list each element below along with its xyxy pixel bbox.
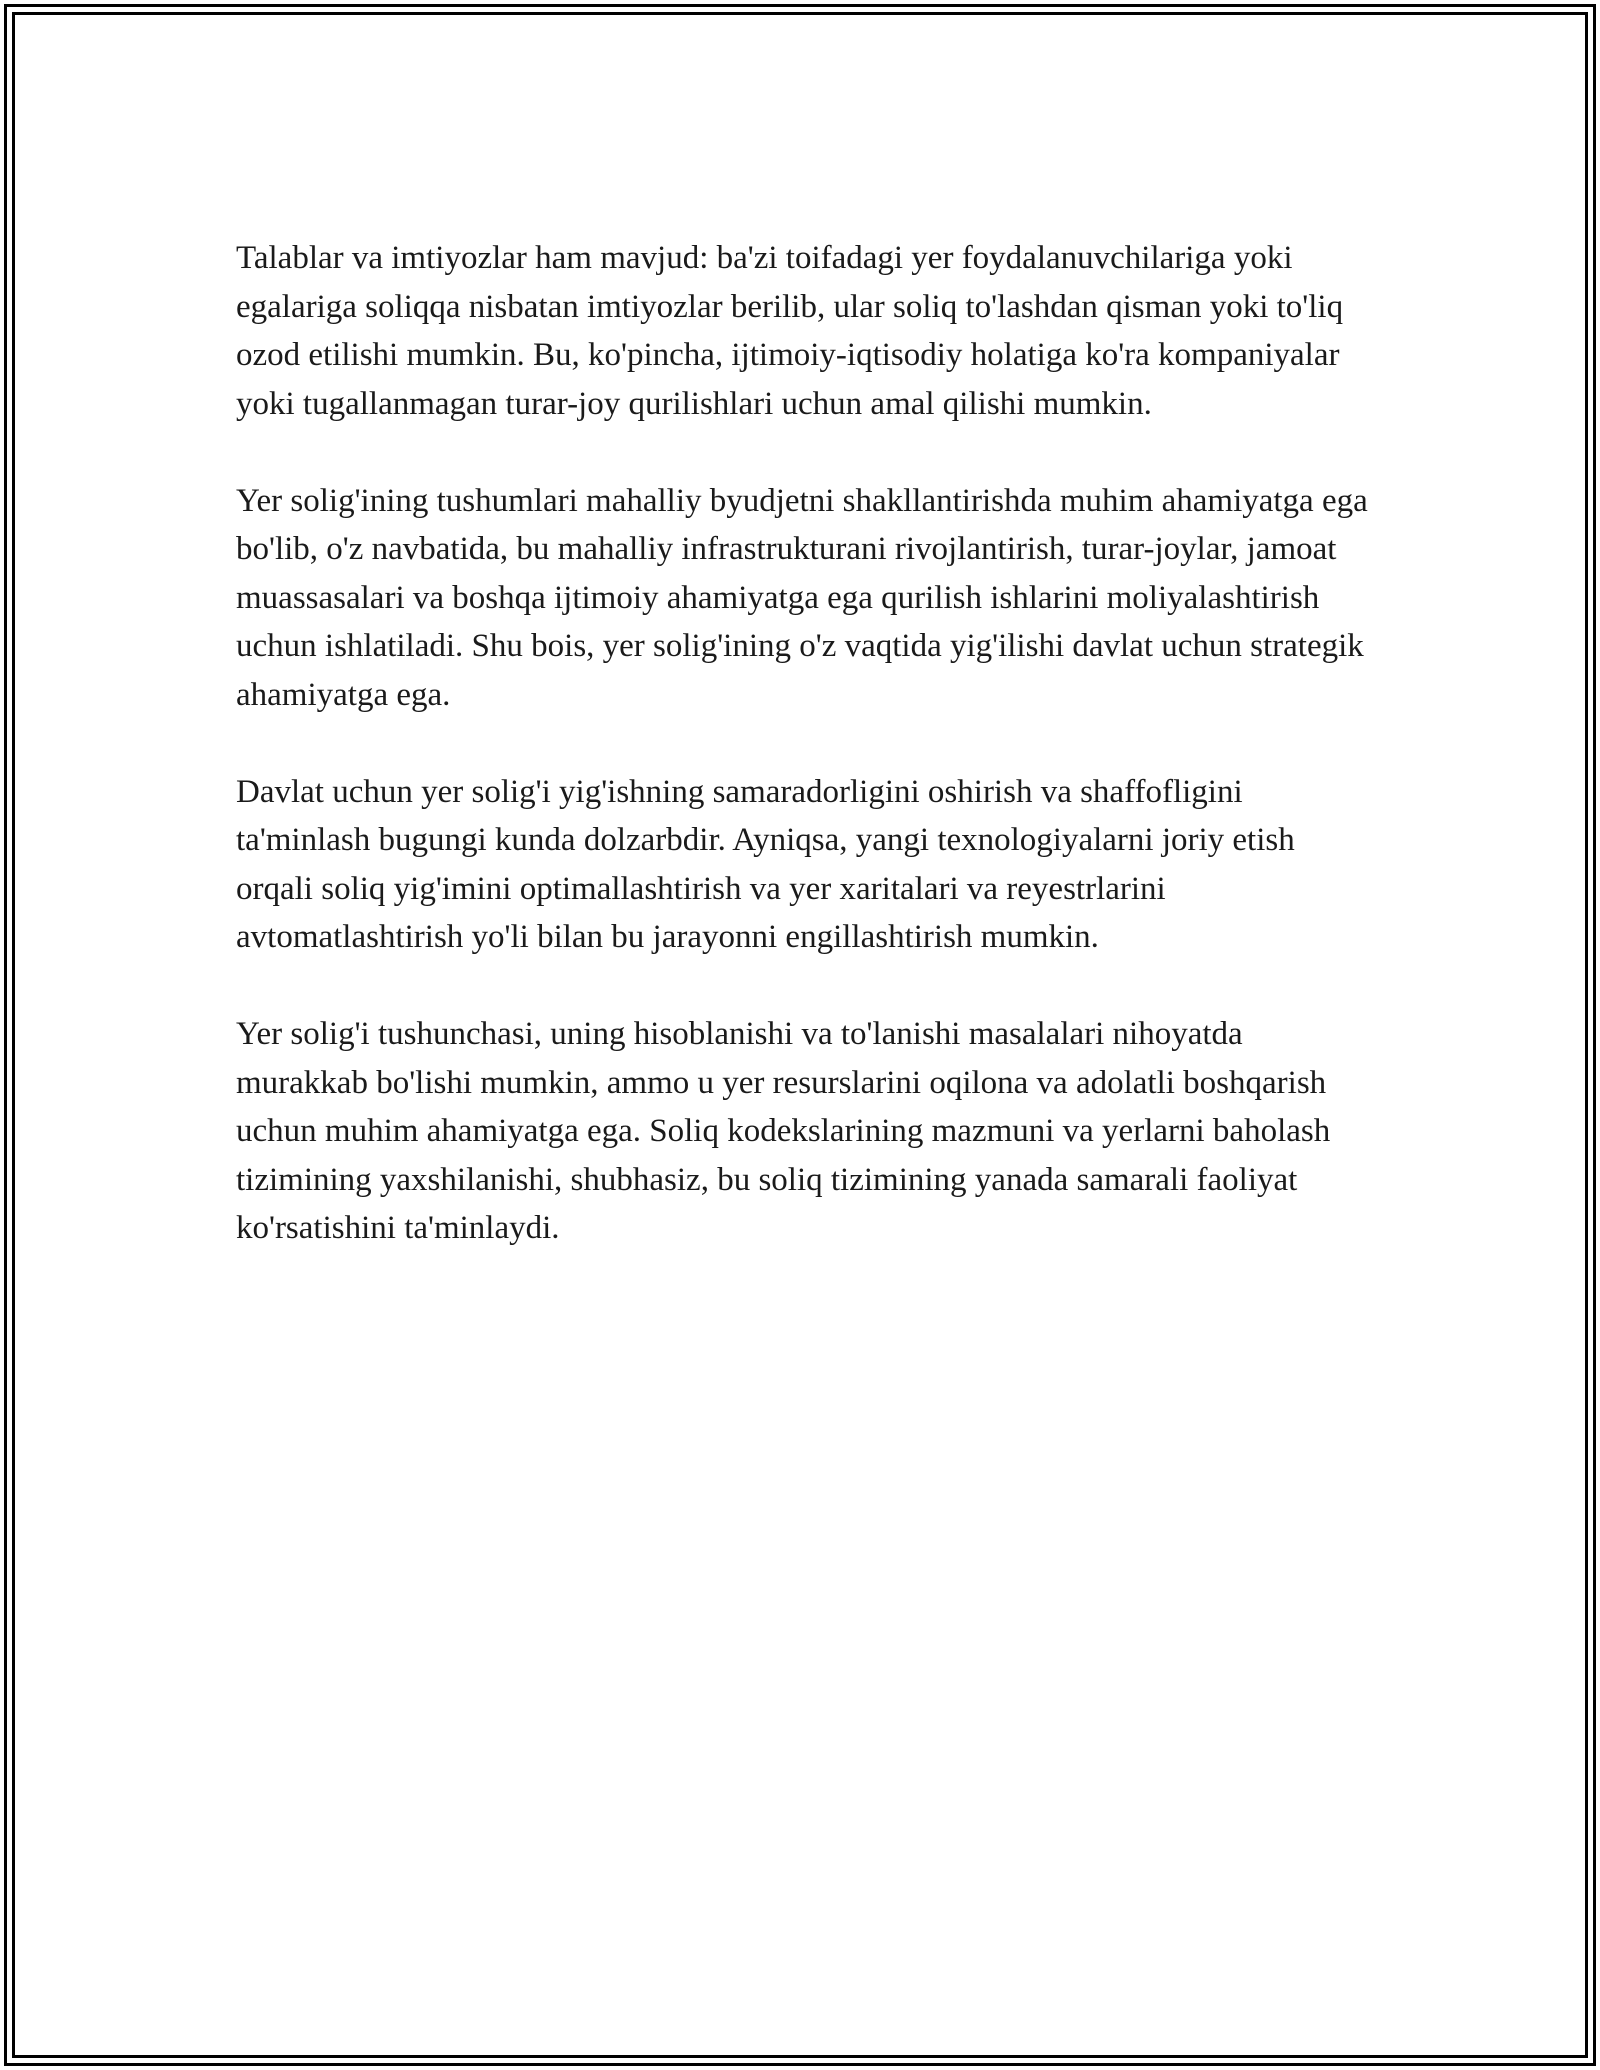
paragraph-local-budget: Yer solig'ining tushumlari mahalliy byudjetni shakllantirishda muhim ahamiyatga ega bo'lib, o'z navbatida, bu mahalliy infrastrukturani rivojlantirish, turar-joylar, jamoat muassasalari va boshqa ijtimoiy ahamiyatga ega qurilish ishlarini moliyalashtirish uchun ishlatiladi. Shu bois, yer solig'ining o'z vaqtida yig'ilishi davlat uchun strategik ahamiyatga ega. <box>236 482 1368 713</box>
document-body <box>236 234 1376 1301</box>
paragraph-efficiency: Davlat uchun yer solig'i yig'ishning samaradorligini oshirish va shaffofligini ta'minlash bugungi kunda dolzarbdir. Ayniqsa, yangi texnologiyalarni joriy etish orqali soliq yig'imini optimallashtirish va yer xaritalari va reyestrlarini avtomatlashtirish yo'li bilan bu jarayonni engillashtirish mumkin. <box>236 773 1295 955</box>
paragraph-exemptions: Talablar va imtiyozlar ham mavjud: ba'zi toifadagi yer foydalanuvchilariga yoki egalariga soliqqa nisbatan imtiyozlar berilib, ular soliq to'lashdan qisman yoki to'liq ozod etilishi mumkin. Bu, ko'pincha, ijtimoiy-iqtisodiy holatiga ko'ra kompaniyalar yoki tugallanmagan turar-joy qurilishlari uchun amal qilishi mumkin. <box>236 240 1344 422</box>
paragraph-concept: Yer solig'i tushunchasi, uning hisoblanishi va to'lanishi masalalari nihoyatda murakkab bo'lishi mumkin, ammo u yer resurslarini oqilona va adolatli boshqarish uchun muhim ahamiyatga ega. Soliq kodekslarining mazmuni va yerlarni baholash tizimining yaxshilanishi, shubhasiz, bu soliq tizimining yanada samarali faoliyat ko'rsatishini ta'minlaydi. <box>236 1016 1331 1246</box>
